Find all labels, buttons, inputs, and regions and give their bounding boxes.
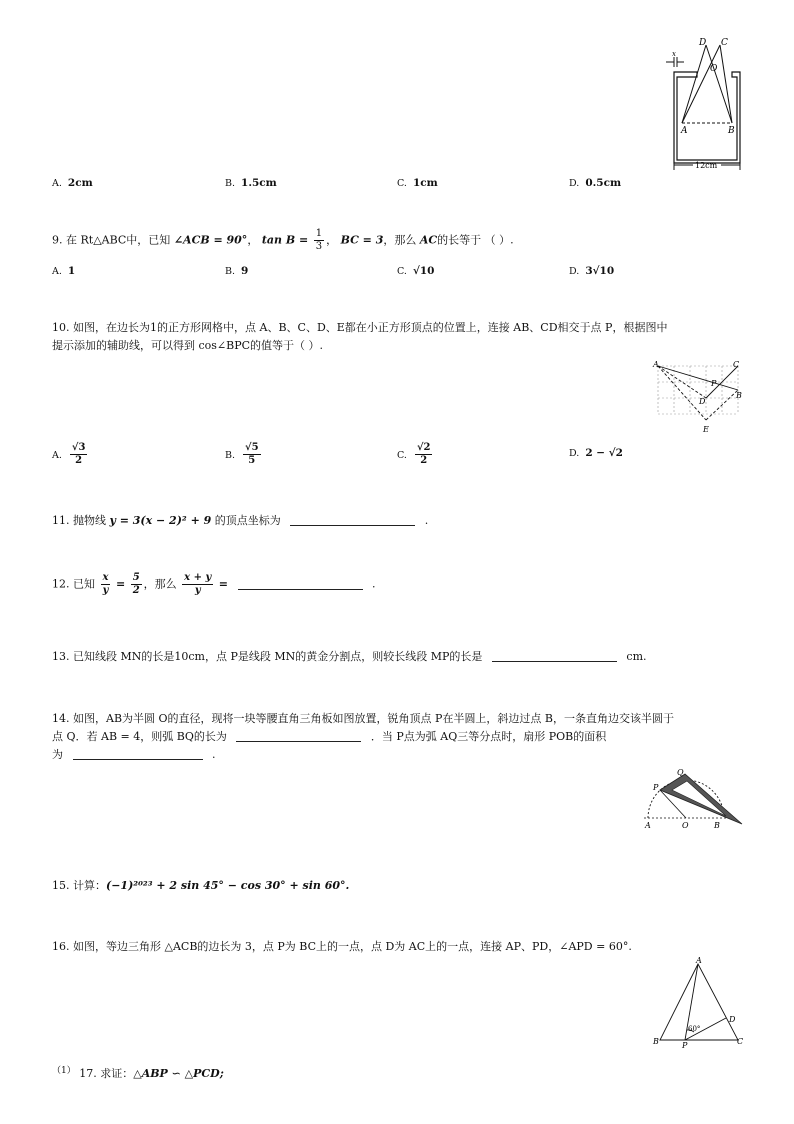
q9-fraction: $\frac{1}{3}$ xyxy=(315,228,323,252)
svg-text:P: P xyxy=(711,379,717,388)
svg-text:P: P xyxy=(653,783,659,792)
svg-text:O: O xyxy=(682,821,689,830)
q14-stem-line3: 为 . xyxy=(52,748,216,761)
q8-option-b[interactable]: B. 1.5cm xyxy=(225,177,277,189)
q10-option-b[interactable]: B. $\frac{√5}{5}$ xyxy=(225,442,259,466)
q8-label-x: x xyxy=(672,50,676,58)
q8-label-o: O xyxy=(710,64,718,74)
q13-answer-blank[interactable] xyxy=(492,649,617,662)
q10-grid-figure xyxy=(652,358,748,436)
q14-semicircle-figure xyxy=(642,766,748,832)
q14-arc-answer-blank[interactable] xyxy=(236,729,361,742)
svg-text:D: D xyxy=(699,397,706,406)
q8-label-width: 12cm xyxy=(695,161,718,170)
q14-stem-line2: 点 Q．若 AB = 4，则弧 BQ的长为 ．当 P点为弧 AQ三等分点时，扇形 POB的面积 xyxy=(52,730,607,743)
q8-option-a[interactable]: A. 2cm xyxy=(52,177,93,189)
q9-option-d[interactable]: D. 3√10 xyxy=(569,265,615,277)
q13-stem: 13. 已知线段 MN的长是10cm，点 P是线段 MN的黄金分割点，则较长线段 MP的长是 cm. xyxy=(52,650,647,663)
q8-label-d: D xyxy=(699,38,707,48)
q10-stem-line2: 提示添加的辅助线，可以得到 cos∠BPC的值等于（ ）. xyxy=(52,339,324,352)
svg-text:A: A xyxy=(653,360,659,369)
q9-option-c[interactable]: C. √10 xyxy=(397,265,435,277)
svg-text:A: A xyxy=(645,821,651,830)
q8-label-b: B xyxy=(728,126,735,136)
q10-stem-line1: 10. 如图，在边长为1的正方形网格中，点 A、B、C、D、E都在小正方形顶点的位置上，连接 AB、CD相交于点 P，根据图中 xyxy=(52,321,668,334)
q15-stem: 15. 计算：(−1)²⁰²³ + 2 sin 45° − cos 30° + sin 60°. xyxy=(52,879,350,892)
svg-text:P: P xyxy=(682,1041,688,1048)
q12-answer-blank[interactable] xyxy=(238,577,363,590)
q8-figure xyxy=(660,35,750,175)
q11-answer-blank[interactable] xyxy=(290,513,415,526)
q10-option-c[interactable]: C. $\frac{√2}{2}$ xyxy=(397,442,431,466)
q10-option-d[interactable]: D. 2 − √2 xyxy=(569,447,623,459)
q9-option-b[interactable]: B. 9 xyxy=(225,265,249,277)
svg-text:C: C xyxy=(737,1037,744,1046)
svg-text:60°: 60° xyxy=(688,1025,701,1033)
svg-text:B: B xyxy=(736,391,742,400)
q8-label-a: A xyxy=(681,126,688,136)
q11-stem: 11. 抛物线 y = 3(x − 2)² + 9 的顶点坐标为 . xyxy=(52,514,429,527)
q8-option-c[interactable]: C. 1cm xyxy=(397,177,438,189)
q16-stem: 16. 如图，等边三角形 △ACB的边长为 3，点 P为 BC上的一点，点 D为 AC上的一点，连接 AP、PD，∠APD = 60°. xyxy=(52,940,632,953)
svg-text:A: A xyxy=(696,956,702,965)
svg-text:Q: Q xyxy=(677,768,684,777)
q17-paren: （1） xyxy=(52,1066,76,1076)
q14-stem-line1: 14. 如图，AB为半圆 O的直径，现将一块等腰直角三角板如图放置，锐角顶点 P在半圆上，斜边过点 B，一条直角边交该半圆于 xyxy=(52,712,675,725)
q9-stem: 9. 在 Rt△ABC中，已知 ∠ACB = 90°， tan B = $\frac{1}{3}$ ， BC = 3，那么 AC的长等于 （ ）. xyxy=(52,228,514,252)
q16-triangle-figure xyxy=(650,956,746,1048)
svg-text:B: B xyxy=(714,821,720,830)
svg-text:C: C xyxy=(733,360,740,369)
svg-text:E: E xyxy=(703,425,709,434)
q17-stem: $^{(1)}$ 17. 求证：△ABP ∽ △PCD; xyxy=(52,1066,224,1080)
q8-label-c: C xyxy=(721,38,728,48)
svg-text:D: D xyxy=(729,1015,736,1024)
q14-area-answer-blank[interactable] xyxy=(73,747,203,760)
q10-option-a[interactable]: A. $\frac{√3}{2}$ xyxy=(52,442,86,466)
q9-option-a[interactable]: A. 1 xyxy=(52,265,76,277)
q12-stem: 12. 已知 $\frac{x}{y}$ = $\frac{5}{2}$ ，那么 $\frac{x + y}{y}$ = . xyxy=(52,572,376,596)
svg-text:B: B xyxy=(653,1037,659,1046)
q8-option-d[interactable]: D. 0.5cm xyxy=(569,177,622,189)
